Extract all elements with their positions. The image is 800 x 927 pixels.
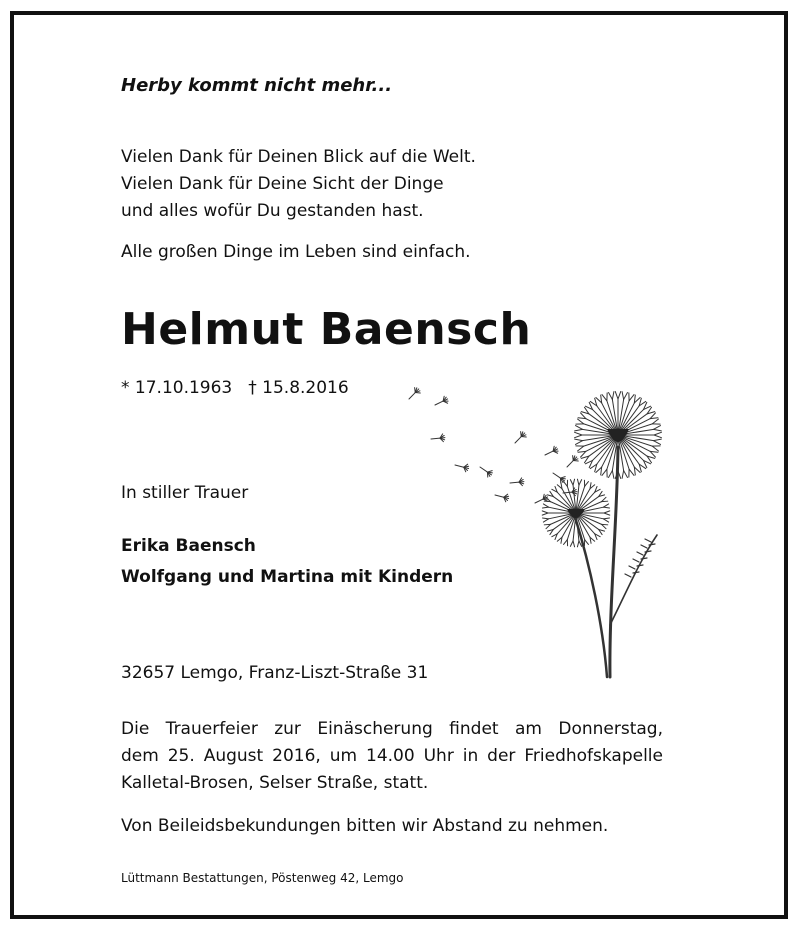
life-dates: [121, 375, 349, 402]
poem: [121, 144, 476, 225]
birth-date: * 17.10.1963: [121, 378, 233, 398]
family-member: Erika Baensch: [121, 536, 256, 556]
ceremony-line: Kalletal-Brosen, Selser Straße, statt.: [121, 773, 429, 793]
motto: Herby kommt nicht mehr...: [121, 75, 393, 96]
quote: Alle großen Dinge im Leben sind einfach.: [121, 242, 471, 262]
condolence-note: Von Beileidsbekundungen bitten wir Abstand zu nehmen.: [121, 816, 609, 836]
poem-line: Vielen Dank für Deinen Blick auf die Welt.: [121, 147, 476, 167]
undertaker-footer: Lüttmann Bestattungen, Pöstenweg 42, Lemgo: [121, 871, 404, 885]
family-member: Wolfgang und Martina mit Kindern: [121, 567, 454, 587]
death-date: † 15.8.2016: [248, 378, 349, 398]
ceremony-notice: [121, 716, 663, 797]
poem-line: Vielen Dank für Deine Sicht der Dinge: [121, 174, 444, 194]
dandelion-illustration: [395, 385, 675, 685]
address: 32657 Lemgo, Franz-Liszt-Straße 31: [121, 663, 429, 683]
ceremony-line: dem 25. August 2016, um 14.00 Uhr in der Friedhofskapelle: [121, 746, 663, 766]
poem-line: und alles wofür Du gestanden hast.: [121, 201, 424, 221]
ceremony-line: Die Trauerfeier zur Einäscherung findet am Donnerstag,: [121, 719, 663, 739]
deceased-name: Helmut Baensch: [121, 304, 532, 355]
mourning-line: In stiller Trauer: [121, 483, 249, 503]
